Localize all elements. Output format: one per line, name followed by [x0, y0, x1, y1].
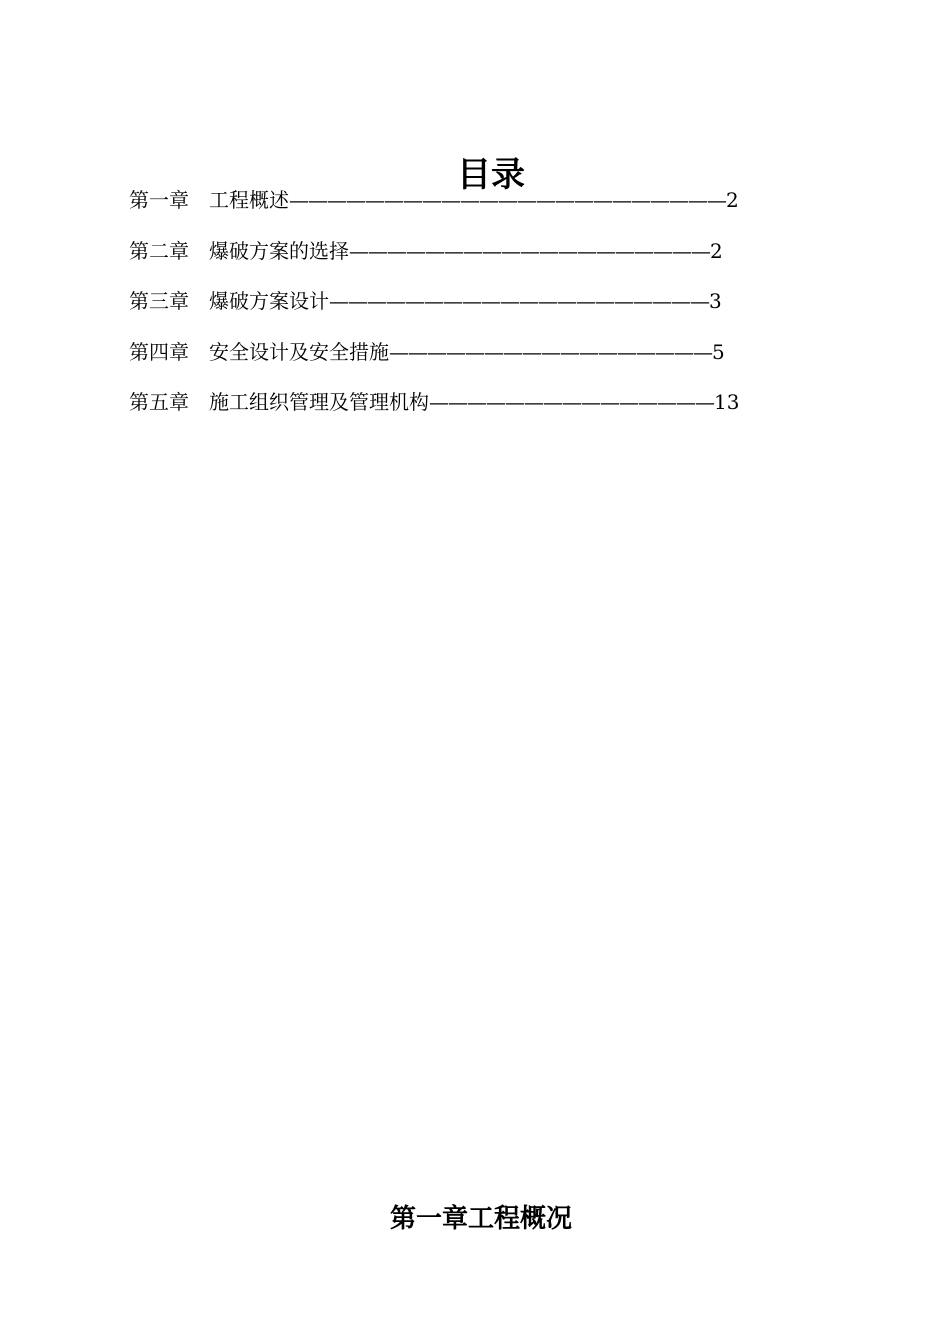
- toc-page-number: 5: [712, 339, 725, 364]
- toc-entry: [129, 283, 739, 334]
- toc-chapter-number: 第一章: [129, 188, 189, 212]
- toc-page-number: 2: [710, 238, 723, 263]
- toc-leader: —————————————————: [389, 339, 712, 364]
- toc-page-number: 3: [709, 289, 722, 313]
- toc-chapter-title: 安全设计及安全措施: [209, 339, 389, 364]
- toc-leader: ———————————————————————: [289, 188, 726, 212]
- chapter-heading: 第一章工程概况: [389, 1203, 572, 1234]
- toc-chapter-number: 第二章: [129, 238, 189, 263]
- toc-title: 目录: [457, 154, 525, 195]
- toc-chapter-number: 第五章: [129, 390, 189, 414]
- toc-chapter-title: 工程概述: [209, 188, 289, 212]
- toc-leader: ———————————————: [429, 390, 714, 414]
- toc-chapter-title: 爆破方案设计: [209, 289, 329, 313]
- toc-entry: [129, 384, 739, 435]
- toc-page-number: 2: [726, 188, 739, 212]
- toc-chapter-number: 第四章: [129, 339, 189, 364]
- toc-leader: ———————————————————: [349, 238, 710, 263]
- toc-entry: [129, 334, 739, 385]
- toc-chapter-title: 爆破方案的选择: [209, 238, 349, 263]
- toc-entry: [129, 182, 739, 233]
- toc-chapter-number: 第三章: [129, 289, 189, 313]
- toc-list: [129, 182, 739, 435]
- toc-leader: ————————————————————: [329, 289, 709, 313]
- toc-chapter-title: 施工组织管理及管理机构: [209, 390, 429, 414]
- toc-entry: [129, 233, 739, 284]
- toc-page-number: 13: [714, 390, 740, 414]
